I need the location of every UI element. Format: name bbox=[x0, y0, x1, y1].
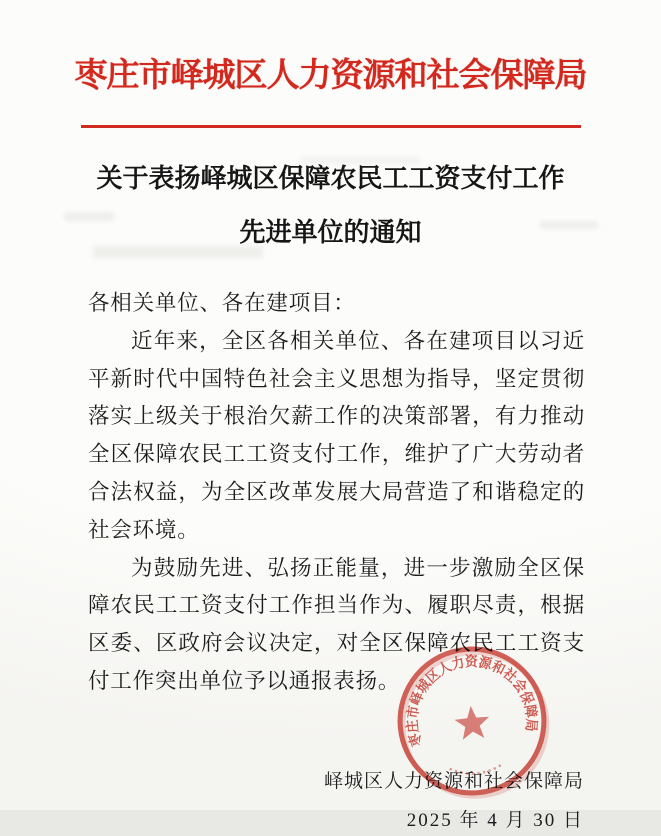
notice-title-line1: 关于表扬峄城区保障农民工工资支付工作 bbox=[96, 164, 565, 193]
letterhead-org-name: 枣庄市峄城区人力资源和社会保障局 bbox=[74, 58, 587, 94]
paragraph-2: 为鼓励先进、弘扬正能量，进一步激励全区保障农民工工资支付工作担当作为、履职尽责，根据区委、区政府会议决定，对全区保障农民工工资支付工作突出单位予以通报表扬。 bbox=[88, 555, 585, 693]
scan-artifact bbox=[64, 212, 114, 221]
official-seal bbox=[387, 636, 556, 805]
seal-curved-text: 枣庄市峄城区人力资源和社会保障局 bbox=[404, 654, 540, 749]
seal-code-marks bbox=[450, 764, 503, 776]
signature-org: 峄城区人力资源和社会保障局 bbox=[323, 770, 584, 792]
salutation: 各相关单位、各在建项目： bbox=[88, 291, 356, 315]
signature-date: 2025 年 4 月 30 日 bbox=[406, 809, 584, 831]
scan-artifact bbox=[540, 221, 598, 229]
paragraph-1: 近年来，全区各相关单位、各在建项目以习近平新时代中国特色社会主义思想为指导，坚定贯彻落实上级关于根治欠薪工作的决策部署，有力推动全区保障农民工工资支付工作，维护了广大劳动者合法权益，为全区改革发展大局营造了和谐稳定的社会环境。 bbox=[88, 328, 585, 542]
scan-artifact bbox=[93, 246, 263, 258]
scan-artifact bbox=[300, 156, 420, 165]
letterhead-divider bbox=[81, 125, 581, 128]
notice-title bbox=[0, 152, 661, 260]
notice-title-line2: 先进单位的通知 bbox=[239, 218, 422, 247]
seal-star-icon bbox=[453, 704, 490, 740]
